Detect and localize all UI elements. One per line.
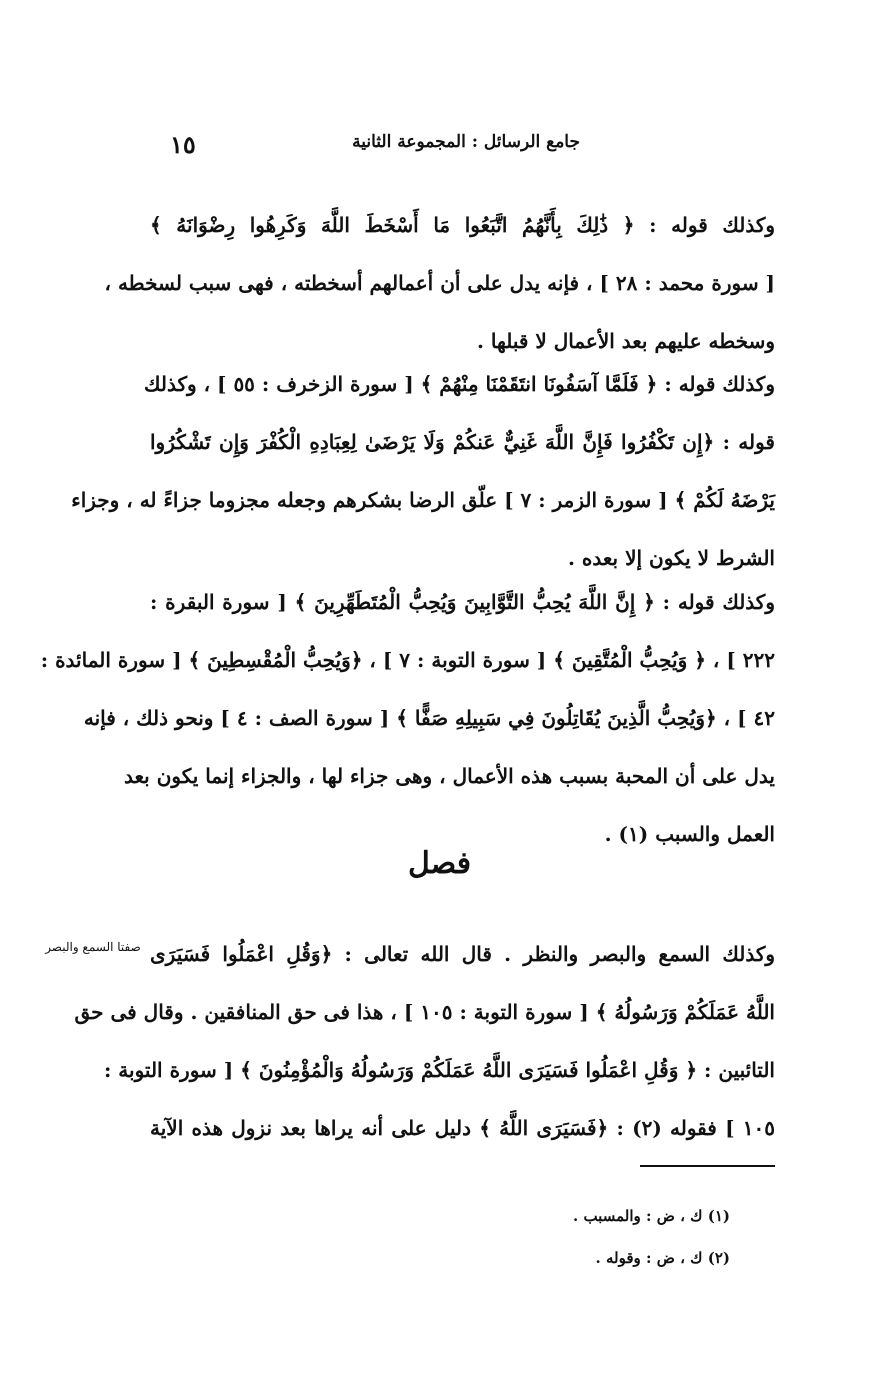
- paragraph-line: التائبين : ﴿ وَقُلِ اعْمَلُوا فَسَيَرَى اللَّهُ عَمَلَكُمْ وَرَسُولُهُ وَالْمُؤْمِنُونَ ﴾ [ سورة التوبة :: [103, 1058, 775, 1082]
- page-number: ١٥: [170, 130, 196, 159]
- paragraph-line: العمل والسبب (١) .: [604, 822, 775, 846]
- footnotes: [450, 1198, 730, 1282]
- paragraph-line: وكذلك قوله : ﴿ ذَٰلِكَ بِأَنَّهُمُ اتَّبَعُوا مَا أَسْخَطَ اللَّهَ وَكَرِهُوا رِضْوَانَهُ ﴾: [150, 213, 775, 237]
- paragraph-line: وكذلك قوله : ﴿ إِنَّ اللَّهَ يُحِبُّ التَّوَّابِينَ وَيُحِبُّ الْمُتَطَهِّرِينَ ﴾ [ سورة البقرة :: [150, 590, 775, 614]
- paragraph-line: وسخطه عليهم بعد الأعمال لا قبلها .: [476, 329, 775, 353]
- section-heading: فصل: [407, 846, 472, 881]
- paragraph-line: اللَّهُ عَمَلَكُمْ وَرَسُولُهُ ﴾ [ سورة التوبة : ١٠٥ ] ، هذا فى حق المنافقين . وقال فى حق: [74, 1000, 775, 1024]
- paragraph-1: [104, 196, 775, 370]
- paragraph-line: ٢٢٢ ] ، ﴿ وَيُحِبُّ الْمُتَّقِينَ ﴾ [ سورة التوبة : ٧ ] ، ﴿وَيُحِبُّ الْمُقْسِطِينَ ﴾ [ سورة المائدة :: [40, 648, 775, 672]
- margin-note: صفتا السمع والبصر: [45, 940, 141, 954]
- paragraph-line: وكذلك قوله : ﴿ فَلَمَّا آسَفُونَا انتَقَمْنَا مِنْهُمْ ﴾ [ سورة الزخرف : ٥٥ ] ، وكذلك: [144, 372, 775, 396]
- paragraph-line: يَرْضَهُ لَكُمْ ﴾ [ سورة الزمر : ٧ ] علّق الرضا بشكرهم وجعله مجزوما جزاءً له ، وجزاء: [71, 488, 775, 512]
- paragraph-line: قوله : ﴿إِن تَكْفُرُوا فَإِنَّ اللَّهَ غَنِيٌّ عَنكُمْ وَلَا يَرْضَىٰ لِعِبَادِهِ الْكُفْرَ وَإِن تَشْكُرُوا: [150, 430, 775, 454]
- paragraph-2: [71, 355, 775, 587]
- paragraph-line: يدل على أن المحبة بسبب هذه الأعمال ، وهى جزاء لها ، والجزاء إنما يكون بعد: [124, 764, 775, 788]
- footnote-divider: [640, 1165, 775, 1167]
- paragraph-line: الشرط لا يكون إلا بعده .: [568, 546, 775, 570]
- paragraph-3: [40, 573, 775, 863]
- footnote: (٢) ك ، ض : وقوله .: [595, 1249, 730, 1267]
- footnote: (١) ك ، ض : والمسبب .: [573, 1207, 730, 1225]
- paragraph-line: ١٠٥ ] فقوله (٢) : ﴿فَسَيَرَى اللَّهُ ﴾ دليل على أنه يراها بعد نزول هذه الآية: [150, 1116, 776, 1140]
- paragraph-line: [ سورة محمد : ٢٨ ] ، فإنه يدل على أن أعمالهم أسخطته ، فهى سبب لسخطه ،: [104, 271, 775, 295]
- paragraph-line: وكذلك السمع والبصر والنظر . قال الله تعالى : ﴿وَقُلِ اعْمَلُوا فَسَيَرَى: [150, 942, 775, 966]
- running-title: جامع الرسائل : المجموعة الثانية: [352, 132, 580, 152]
- paragraph-line: ٤٢ ] ، ﴿وَيُحِبُّ الَّذِينَ يُقَاتِلُونَ فِي سَبِيلِهِ صَفًّا ﴾ [ سورة الصف : ٤ ] ونحو ذلك ، فإنه: [83, 706, 775, 730]
- page-header: [160, 130, 580, 162]
